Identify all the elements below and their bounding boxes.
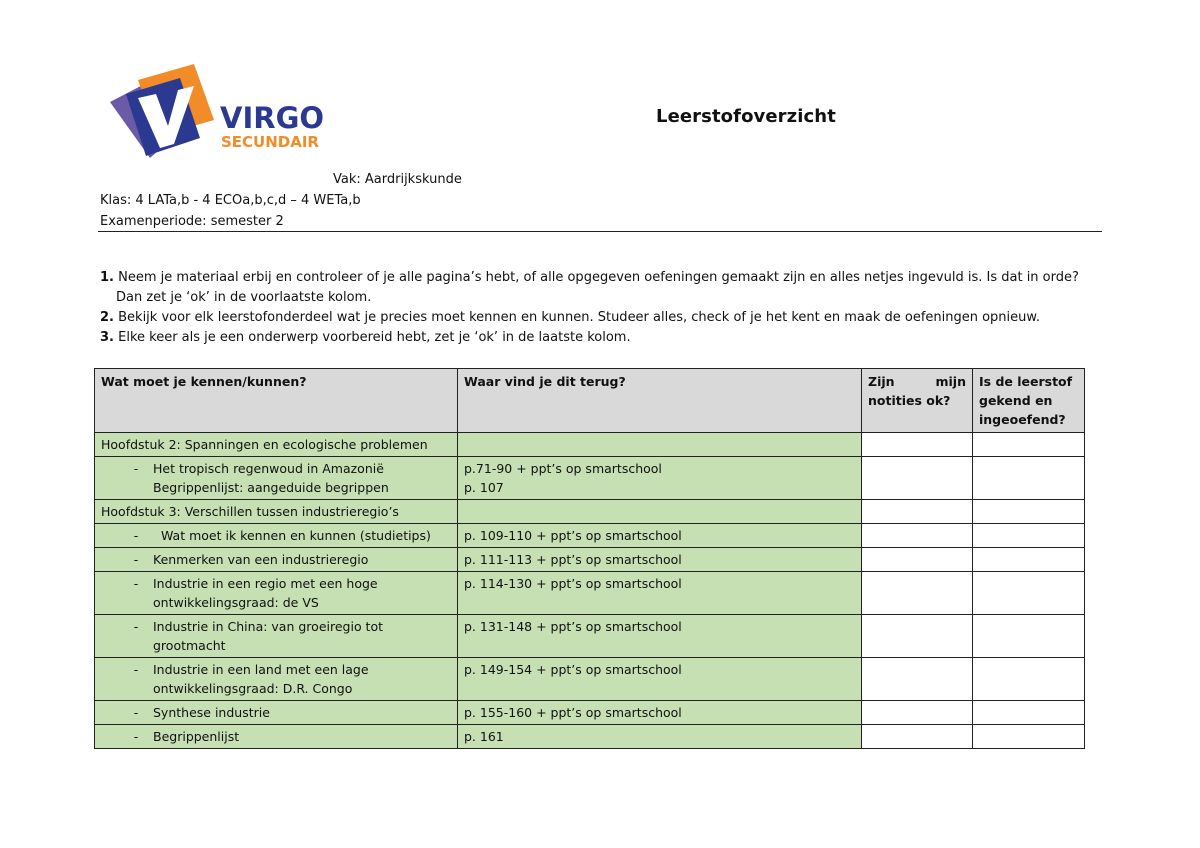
table-row: - Industrie in een land met een lage ontwikkelingsgraad: D.R. Congo p. 149-154 + ppt’s op smartschool <box>95 658 1085 701</box>
table-row: - Industrie in een regio met een hoge ontwikkelingsgraad: de VS p. 114-130 + ppt’s op smartschool <box>95 572 1085 615</box>
instruction-item: 1. Neem je materiaal erbij en controleer of je alle pagina’s hebt, of alle opgegeven oefeningen gemaakt zijn en alles netjes ingevuld is. Is dat in orde? Dan zet je ‘ok’ in de voorlaatste kolom. <box>100 270 1079 305</box>
topic-label: Industrie in een regio met een hoge ontwikkelingsgraad: de VS <box>153 576 378 610</box>
topic-label: Synthese industrie <box>153 705 270 720</box>
pages-label-sub: p. 107 <box>464 480 504 495</box>
table-row-chapter <box>95 500 1085 524</box>
chapter-title: Hoofdstuk 3: Verschillen tussen industrieregio’s <box>95 500 458 524</box>
table-row: - Kenmerken van een industrieregio p. 111-113 + ppt’s op smartschool <box>95 548 1085 572</box>
header-notes-ok: Zijn mijn notities ok? <box>862 369 973 433</box>
notes-ok-cell[interactable] <box>862 615 973 658</box>
table-row: - Synthese industrie p. 155-160 + ppt’s op smartschool <box>95 701 1085 725</box>
chapter-pages <box>458 433 862 457</box>
studied-cell[interactable] <box>973 615 1085 658</box>
pages-label: p. 114-130 + ppt’s op smartschool <box>458 572 862 615</box>
table-header-row <box>95 369 1085 433</box>
pages-label: p. 109-110 + ppt’s op smartschool <box>458 524 862 548</box>
pages-label: p. 155-160 + ppt’s op smartschool <box>458 701 862 725</box>
instruction-item: 2. Bekijk voor elk leerstofonderdeel wat je precies moet kennen en kunnen. Studeer alles, check of je het kent en maak de oefeningen opnieuw. <box>100 310 1040 325</box>
studied-cell[interactable] <box>973 500 1085 524</box>
instruction-item: 3. Elke keer als je een onderwerp voorbereid hebt, zet je ‘ok’ in de laatste kolom. <box>100 330 631 345</box>
topic-label-sub: Begrippenlijst: aangeduide begrippen <box>153 480 389 495</box>
studied-cell[interactable] <box>973 658 1085 701</box>
pages-label: p. 111-113 + ppt’s op smartschool <box>458 548 862 572</box>
logo-brand-text: VIRGO <box>220 101 325 135</box>
topic-label: Industrie in een land met een lage ontwikkelingsgraad: D.R. Congo <box>153 662 369 696</box>
table-row-chapter <box>95 433 1085 457</box>
study-overview-table <box>94 368 1085 749</box>
topic-label: Het tropisch regenwoud in Amazonië <box>153 461 384 476</box>
notes-ok-cell[interactable] <box>862 433 973 457</box>
pages-label: p. 161 <box>458 725 862 749</box>
topic-label: Kenmerken van een industrieregio <box>153 552 369 567</box>
table-row: - Industrie in China: van groeiregio tot grootmacht p. 131-148 + ppt’s op smartschool <box>95 615 1085 658</box>
table-row: - Het tropisch regenwoud in Amazonië Begrippenlijst: aangeduide begrippen p.71-90 + ppt’s op smartschool p. 107 <box>95 457 1085 500</box>
header-where: Waar vind je dit terug? <box>458 369 862 433</box>
header-divider <box>98 231 1102 232</box>
studied-cell[interactable] <box>973 433 1085 457</box>
notes-ok-cell[interactable] <box>862 572 973 615</box>
table-row: - Begrippenlijst p. 161 <box>95 725 1085 749</box>
logo-subbrand-text: SECUNDAIR <box>221 133 319 151</box>
chapter-pages <box>458 500 862 524</box>
notes-ok-cell[interactable] <box>862 457 973 500</box>
notes-ok-cell[interactable] <box>862 548 973 572</box>
notes-ok-cell[interactable] <box>862 500 973 524</box>
studied-cell[interactable] <box>973 725 1085 749</box>
header-studied: Is de leerstof gekend en ingeoefend? <box>973 369 1085 433</box>
pages-label: p. 131-148 + ppt’s op smartschool <box>458 615 862 658</box>
studied-cell[interactable] <box>973 572 1085 615</box>
notes-ok-cell[interactable] <box>862 658 973 701</box>
topic-label: Begrippenlijst <box>153 729 240 744</box>
class-line: Klas: 4 LATa,b - 4 ECOa,b,c,d – 4 WETa,b <box>100 193 361 208</box>
exam-period-line: Examenperiode: semester 2 <box>100 214 284 229</box>
pages-label: p.71-90 + ppt’s op smartschool <box>464 461 662 476</box>
virgo-secundair-logo <box>108 64 328 164</box>
header-what: Wat moet je kennen/kunnen? <box>95 369 458 433</box>
topic-label: Wat moet ik kennen en kunnen (studietips) <box>161 528 431 543</box>
notes-ok-cell[interactable] <box>862 524 973 548</box>
notes-ok-cell[interactable] <box>862 701 973 725</box>
table-row: - Wat moet ik kennen en kunnen (studietips) p. 109-110 + ppt’s op smartschool <box>95 524 1085 548</box>
document-title: Leerstofoverzicht <box>656 106 836 127</box>
studied-cell[interactable] <box>973 457 1085 500</box>
instructions-list <box>100 268 1100 348</box>
pages-label: p. 149-154 + ppt’s op smartschool <box>458 658 862 701</box>
studied-cell[interactable] <box>973 524 1085 548</box>
notes-ok-cell[interactable] <box>862 725 973 749</box>
chapter-title: Hoofdstuk 2: Spanningen en ecologische problemen <box>95 433 458 457</box>
studied-cell[interactable] <box>973 548 1085 572</box>
studied-cell[interactable] <box>973 701 1085 725</box>
topic-label: Industrie in China: van groeiregio tot grootmacht <box>153 619 384 653</box>
subject-line: Vak: Aardrijkskunde <box>333 172 462 187</box>
